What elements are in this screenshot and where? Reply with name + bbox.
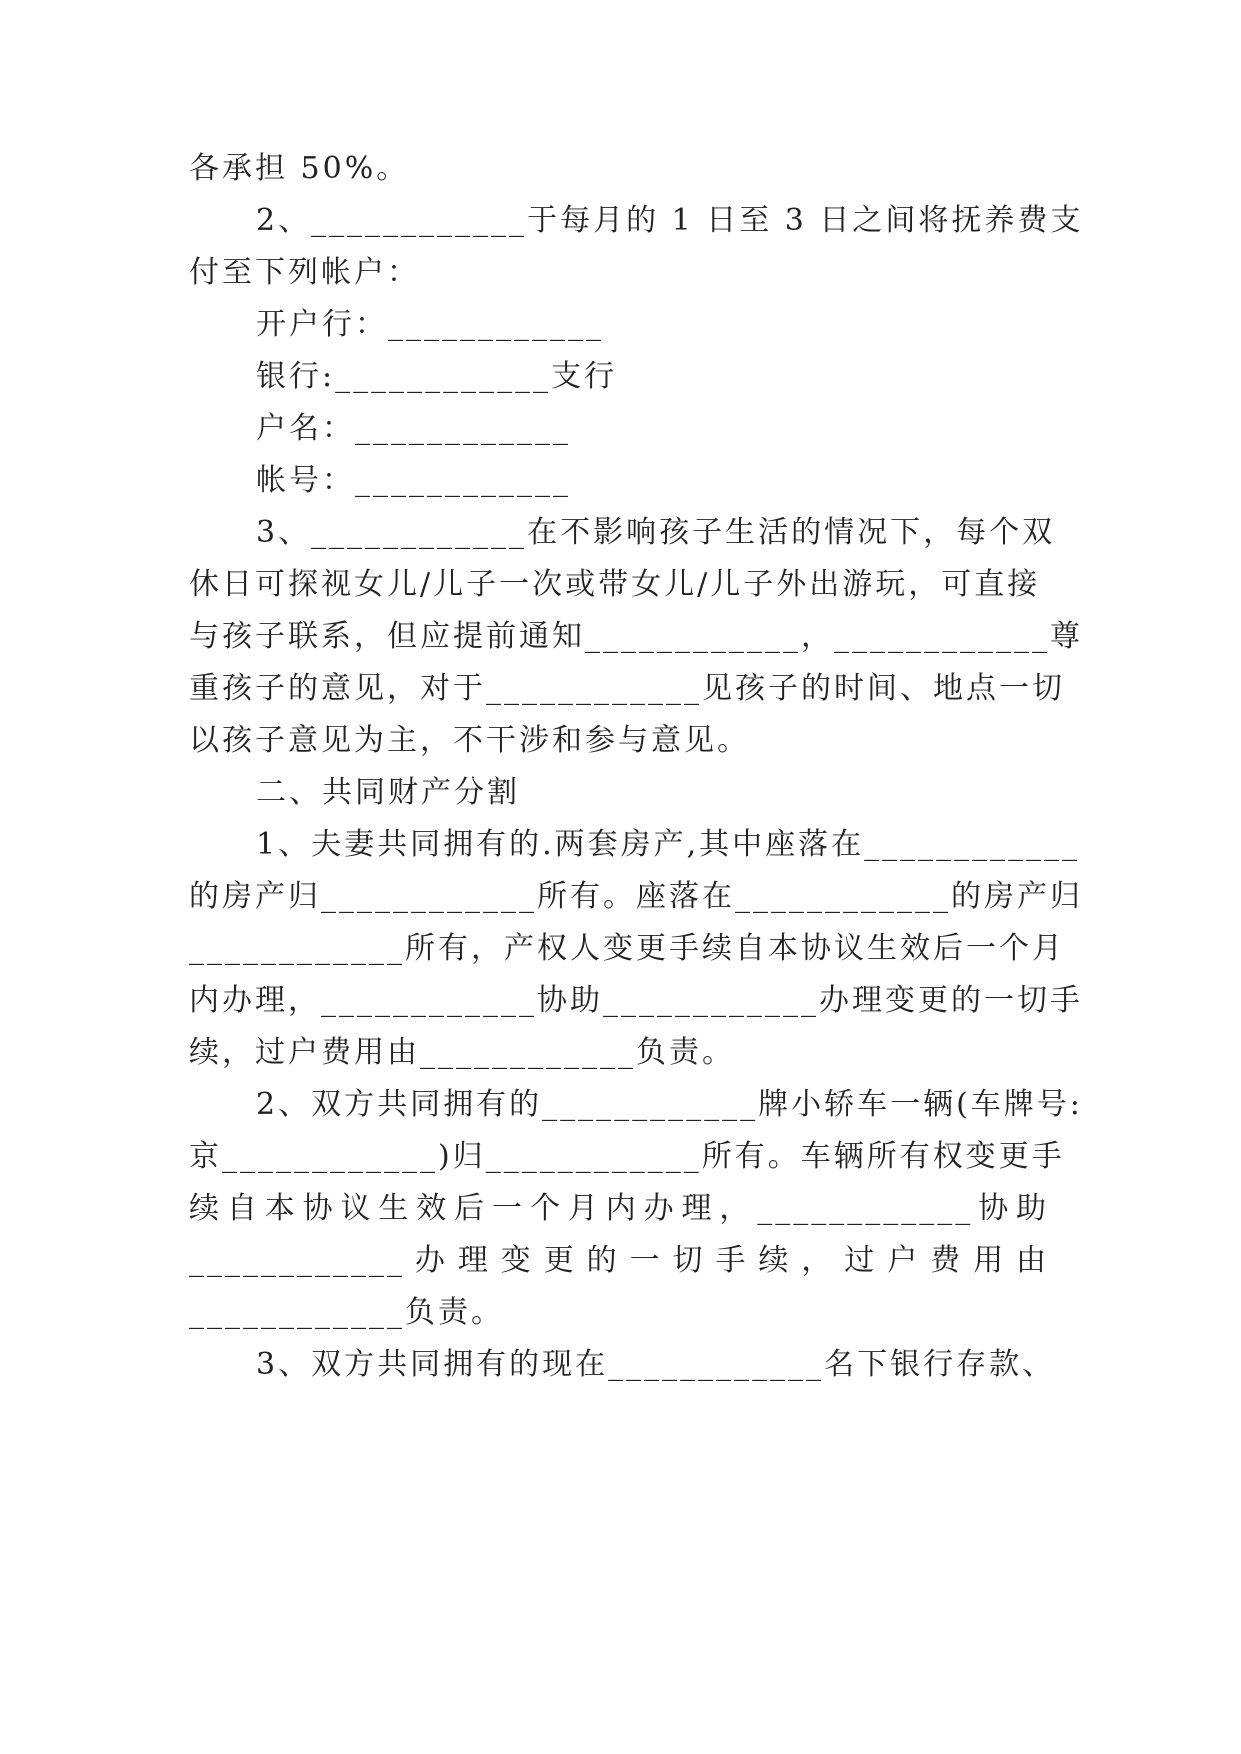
line-23: ____________负责。 — [189, 1295, 504, 1330]
line-12: 以孩子意见为主，不干涉和参与意见。 — [189, 723, 750, 758]
line-15: 的房产归____________所有。座落在____________的房产归 — [189, 879, 1083, 914]
line-21: 续自本协议生效后一个月内办理，____________协助 — [189, 1191, 1049, 1226]
line-deposit-clause: 3、双方共同拥有的现在____________名下银行存款、 — [256, 1347, 1056, 1382]
line-10: 与孩子联系，但应提前通知____________，____________尊 — [189, 619, 1083, 654]
line-17: 内办理，____________协助____________办理变更的一切手 — [189, 983, 1083, 1018]
bank-branch-field: 银行:____________支行 — [256, 359, 618, 394]
line-11: 重孩子的意见，对于____________见孩子的时间、地点一切 — [189, 671, 1065, 706]
account-opening-bank-field: 开户行：____________ — [256, 307, 604, 342]
line-22: ____________办理变更的一切手续，过户费用由 — [189, 1243, 1049, 1278]
line-16: ____________所有，产权人变更手续自本协议生效后一个月 — [189, 931, 1065, 966]
line-visitation-clause: 3、____________在不影响孩子生活的情况下，每个双 — [256, 515, 1056, 550]
line-9: 休日可探视女儿/儿子一次或带女儿/儿子外出游玩，可直接 — [189, 567, 1041, 602]
line-3: 付至下列帐户： — [189, 255, 420, 290]
line-property-clause: 1、夫妻共同拥有的.两套房产,其中座落在____________ — [256, 827, 1081, 862]
line-1: 各承担 50%。 — [189, 151, 410, 186]
account-name-field: 户名：____________ — [256, 411, 571, 446]
line-car-clause: 2、双方共同拥有的____________牌小轿车一辆(车牌号: — [256, 1087, 1083, 1122]
section-heading-property-division: 二、共同财产分割 — [256, 775, 520, 810]
line-20: 京____________)归____________所有。车辆所有权变更手 — [189, 1139, 1065, 1174]
account-number-field: 帐号：____________ — [256, 463, 571, 498]
line-18: 续，过户费用由____________负责。 — [189, 1035, 735, 1070]
line-2-payment-clause: 2、____________于每月的 1 日至 3 日之间将抚养费支 — [256, 203, 1084, 238]
